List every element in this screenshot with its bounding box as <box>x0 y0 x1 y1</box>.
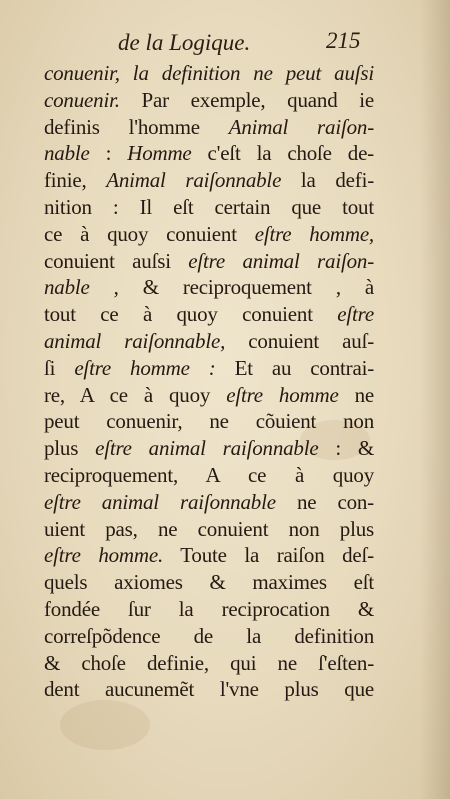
text-line <box>44 489 374 516</box>
text-line <box>44 167 374 194</box>
text-segment: tout ce à quoy conuient <box>44 302 338 327</box>
text-segment: conuient auſsi <box>44 248 189 273</box>
text-line <box>44 623 374 650</box>
text-line <box>44 301 374 328</box>
italic-text-segment: eſtre <box>337 302 374 327</box>
text-segment: finie, <box>44 168 107 193</box>
italic-text-segment: eſtre homme <box>226 382 339 407</box>
paper-stain <box>60 700 150 750</box>
text-segment: reciproquement, A ce à quoy <box>44 462 374 487</box>
italic-text-segment: eſtre animal raiſonnable <box>95 436 319 461</box>
italic-text-segment: nable <box>44 141 90 166</box>
italic-text-segment: nable <box>44 275 90 300</box>
text-segment: ce à quoy conuient <box>44 221 255 246</box>
italic-text-segment: Animal raiſon- <box>228 114 374 139</box>
running-head-title: de la Logique. <box>118 30 251 55</box>
italic-text-segment: eſtre homme. <box>44 543 164 568</box>
text-segment: & choſe definie, qui ne ſ'eſten- <box>44 650 374 675</box>
text-segment: ne <box>338 382 374 407</box>
text-line <box>44 87 374 114</box>
text-line <box>44 60 374 87</box>
italic-text-segment: Animal raiſonnable <box>106 168 282 193</box>
text-line <box>44 248 374 275</box>
italic-text-segment: eſtre animal raiſonnable <box>44 489 276 514</box>
text-line <box>44 650 374 677</box>
text-line <box>44 221 374 248</box>
text-line <box>44 596 374 623</box>
body-text <box>44 60 374 703</box>
text-segment: : <box>89 141 128 166</box>
text-segment: fondée ſur la reciprocation & <box>44 596 374 621</box>
text-line <box>44 194 374 221</box>
italic-text-segment: animal raiſonnable, <box>44 328 226 353</box>
text-segment: , & reciproquement , à <box>89 275 374 300</box>
text-segment: peut conuenir, ne cõuient non <box>44 409 374 434</box>
italic-text-segment: Homme <box>127 141 192 166</box>
text-segment: dent aucunemẽt l'vne plus que <box>44 677 374 702</box>
text-line <box>44 382 374 409</box>
text-segment: definis l'homme <box>44 114 229 139</box>
italic-text-segment: conuenir, la definition ne peut auſsi <box>44 61 374 85</box>
running-head <box>0 28 450 58</box>
text-segment: la defi- <box>281 168 374 193</box>
text-segment: Par exemple, quand ie <box>119 87 374 112</box>
text-line <box>44 569 374 596</box>
italic-text-segment: eſtre homme : <box>74 355 216 380</box>
text-segment: uient pas, ne conuient non plus <box>44 516 374 541</box>
text-line <box>44 676 374 703</box>
text-line <box>44 274 374 301</box>
text-segment: plus <box>44 436 96 461</box>
text-line <box>44 516 374 543</box>
text-line <box>44 114 374 141</box>
text-segment: ſi <box>44 355 75 380</box>
text-line <box>44 408 374 435</box>
text-segment: Et au contrai- <box>215 355 375 380</box>
text-segment: re, A ce à quoy <box>44 382 227 407</box>
text-segment: conuient auſ- <box>225 328 374 353</box>
text-segment: nition : Il eſt certain que tout <box>44 194 374 219</box>
italic-text-segment: eſtre homme, <box>254 221 374 246</box>
italic-text-segment: eſtre animal raiſon- <box>188 248 374 273</box>
text-segment: Toute la raiſon deſ- <box>163 543 374 568</box>
text-segment: correſpõdence de la definition <box>44 623 374 648</box>
text-line <box>44 140 374 167</box>
italic-text-segment: conuenir. <box>44 87 120 112</box>
text-line <box>44 435 374 462</box>
text-segment: quels axiomes & maximes eſt <box>44 570 374 595</box>
text-line <box>44 355 374 382</box>
text-segment: ne con- <box>275 489 374 514</box>
text-line <box>44 328 374 355</box>
text-segment: : & <box>318 436 374 461</box>
text-segment: c'eſt la choſe de- <box>191 141 374 166</box>
text-line <box>44 542 374 569</box>
page-number: 215 <box>326 28 361 53</box>
text-line <box>44 462 374 489</box>
